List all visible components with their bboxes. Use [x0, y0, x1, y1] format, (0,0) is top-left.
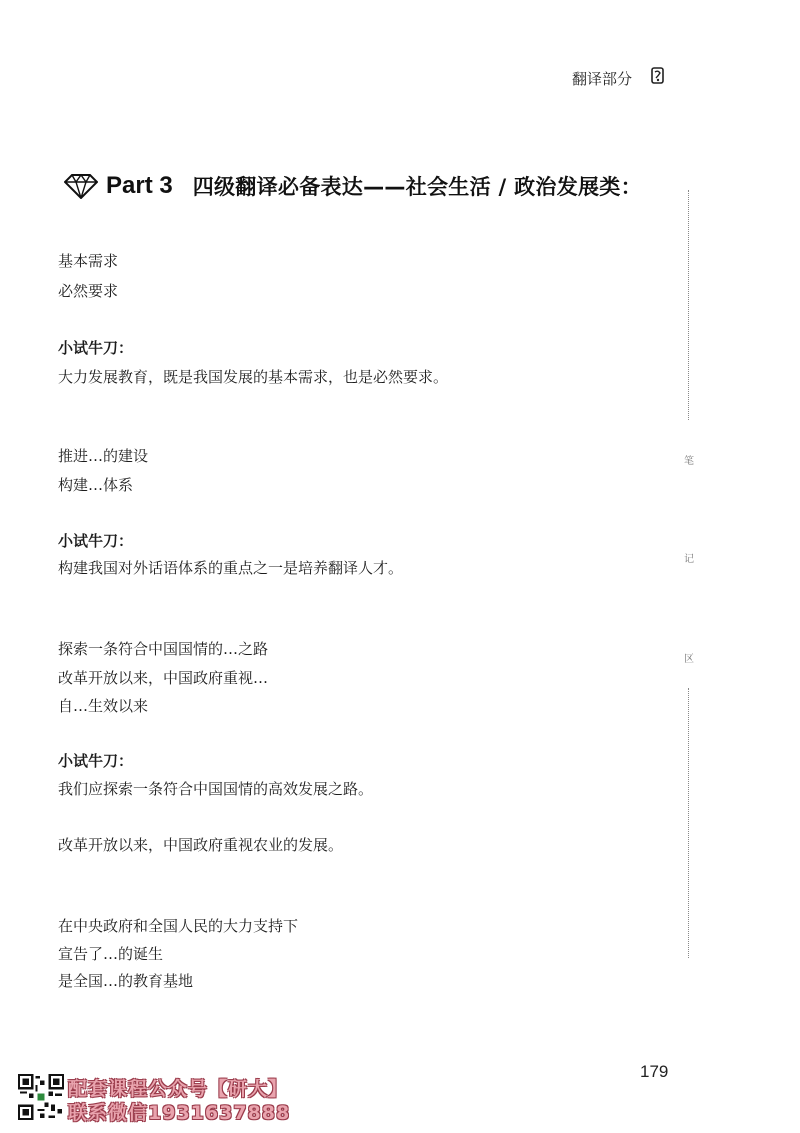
practice-label: 小试牛刀： — [58, 339, 134, 357]
part-title — [64, 168, 642, 204]
phrase-item: 必然要求 — [58, 282, 119, 300]
practice-sentence: 大力发展教育，既是我国发展的基本需求，也是必然要求。 — [58, 368, 449, 386]
notes-rule-bottom — [688, 688, 689, 958]
phrase-item: 在中央政府和全国人民的大力支持下 — [58, 917, 299, 935]
qr-code-icon — [18, 1074, 64, 1120]
practice-label: 小试牛刀： — [58, 752, 134, 770]
practice-label: 小试牛刀： — [58, 532, 134, 550]
section-title: 翻译部分 — [572, 70, 633, 88]
phrase-item: 推进…的建设 — [58, 447, 149, 465]
phrase-item: 构建…体系 — [58, 476, 134, 494]
phrase-item: 自…生效以来 — [58, 697, 149, 715]
phrase-item: 宣告了…的诞生 — [58, 945, 164, 963]
notes-char: 区 — [684, 654, 694, 665]
practice-sentence: 改革开放以来，中国政府重视农业的发展。 — [58, 836, 344, 854]
notebook-icon — [650, 66, 666, 86]
practice-sentence: 构建我国对外话语体系的重点之一是培养翻译人才。 — [58, 559, 404, 577]
notes-rule-top — [688, 190, 689, 420]
diamond-icon — [64, 173, 98, 199]
part-heading: 四级翻译必备表达——社会生活 / 政治发展类： — [192, 175, 642, 199]
watermark-line: 配套课程公众号【研大】 — [68, 1078, 289, 1100]
watermark-line: 联系微信1931637888 — [68, 1102, 291, 1124]
practice-sentence: 我们应探索一条符合中国国情的高效发展之路。 — [58, 780, 374, 798]
phrase-item: 基本需求 — [58, 252, 119, 270]
notes-char: 笔 — [684, 456, 694, 467]
part-label: Part 3 — [106, 172, 173, 199]
notes-char: 记 — [684, 554, 694, 565]
page-number: 179 — [640, 1062, 669, 1081]
phrase-item: 探索一条符合中国国情的…之路 — [58, 640, 269, 658]
phrase-item: 改革开放以来，中国政府重视… — [58, 669, 269, 687]
phrase-item: 是全国…的教育基地 — [58, 972, 194, 990]
